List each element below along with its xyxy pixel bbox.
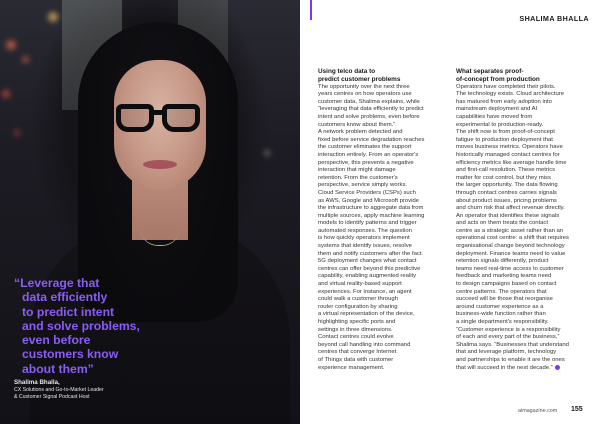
body-line: capability, enabling augmented reality <box>318 273 417 280</box>
body-line: could walk a customer through <box>318 296 398 303</box>
glasses-right-lens <box>162 104 200 132</box>
body-line: beyond call handling into command <box>318 341 411 348</box>
body-line: experience management. <box>318 364 385 371</box>
body-line: historically managed contact centres for <box>456 151 560 158</box>
body-line: to design campaigns based on contact <box>456 281 557 288</box>
glasses-left-lens <box>116 104 154 132</box>
body-line: retention. From the customer's <box>318 174 398 181</box>
body-line: moves business metrics. Operators have <box>456 144 563 151</box>
body-line: succeed will be those that reorganise <box>456 296 553 303</box>
body-line: and virtual reality-based support <box>318 281 402 288</box>
body-line: of each and every part of the business,” <box>456 334 560 341</box>
page-number: 155 <box>571 406 583 413</box>
pull-quote <box>14 276 204 376</box>
heading-line: predict customer problems <box>318 75 401 83</box>
bokeh-light <box>2 90 10 98</box>
body-line: around customer experience as a <box>456 303 544 310</box>
body-line: interaction entirely. From an operator's <box>318 151 419 158</box>
quote-line: and solve problems, <box>22 318 140 333</box>
body-line: The opportunity over the next three <box>318 83 410 90</box>
body-line: and acts on them treats the contact <box>456 220 549 227</box>
bokeh-light <box>48 12 58 22</box>
body-line: highlighting specific ports and <box>318 319 396 325</box>
body-line: of Things data with customer <box>318 356 394 363</box>
quote-line: “Leverage that <box>14 276 100 290</box>
body-line: perspective, service simply works. <box>318 182 408 189</box>
body-line: the infrastructure to aggregate data from <box>318 205 424 212</box>
body-line: capabilities have moved from <box>456 113 533 120</box>
body-line: and partnerships to enable it are the ones <box>456 356 565 363</box>
glasses-bridge <box>152 110 164 115</box>
section-heading <box>456 68 586 84</box>
body-line: customer data, Shalima explains, while <box>318 98 420 105</box>
column-body <box>456 84 586 373</box>
body-line: multiple sources, apply machine learning <box>318 212 425 219</box>
body-line: models to identify patterns and trigger <box>318 220 417 227</box>
attribution-role: CX Solutions and Go-to-Market Leader <box>14 387 104 393</box>
body-line: Cloud Service Providers (CSPs) such <box>318 189 416 196</box>
quote-line: even before <box>22 333 91 348</box>
quote-line: data efficiently <box>22 290 108 305</box>
lips <box>143 160 177 169</box>
body-line: through contact centres carries signals <box>456 189 557 196</box>
body-line: “Customer experience is a responsibility <box>456 326 561 333</box>
quote-line: to predict intent <box>22 304 115 319</box>
quote-line: about them” <box>22 361 94 376</box>
body-line: perspective, this prevents a negative <box>318 159 414 166</box>
body-line: centres that converge Internet <box>318 349 397 356</box>
body-line: automated responses. The question <box>318 227 412 234</box>
end-of-article-icon <box>555 365 560 370</box>
body-line: interaction that might damage <box>318 167 396 174</box>
heading-line: of-concept from production <box>456 75 540 83</box>
body-line: is how quickly operators implement <box>318 235 410 242</box>
body-line: fatigue to production deployment that <box>456 136 553 143</box>
body-line: has matured from early adoption into <box>456 98 552 105</box>
body-line: systems that identify issues, resolve <box>318 243 412 250</box>
body-line: customers know about them.” <box>318 121 396 128</box>
section-heading <box>318 68 448 84</box>
running-head: SHALIMA BHALLA <box>519 14 589 23</box>
attribution-role: & Customer Signal Podcast Host <box>14 394 90 400</box>
body-line: efficiency metrics like average handle time <box>456 159 567 166</box>
body-line: centre as a strategic asset rather than an <box>456 227 564 234</box>
article-column-1 <box>318 68 448 372</box>
body-line: organisational change beyond technology <box>456 243 565 250</box>
body-line: The shift now is from proof-of-concept <box>456 129 555 136</box>
body-line: them and notify customers after the fact. <box>318 250 424 257</box>
body-line: business-wide function rather than <box>456 311 546 318</box>
body-line: router configuration by sharing <box>318 303 398 310</box>
body-line: about product issues, pricing problems <box>456 197 557 204</box>
bokeh-light <box>6 40 16 50</box>
body-line: and first-call resolution. These metrics <box>456 167 556 174</box>
body-line: the customer eliminates the support <box>318 144 412 151</box>
body-line: A network problem detected and <box>318 129 403 136</box>
heading-line: What separates proof- <box>456 68 524 75</box>
body-line: Contact centres could evolve <box>318 334 394 341</box>
body-line: a single department's responsibility. <box>456 319 549 325</box>
bokeh-light <box>22 56 29 63</box>
body-line: mainstream deployment and AI <box>456 106 538 113</box>
body-line: operational cost centre: a shift that requires <box>456 235 569 242</box>
body-line: An operator that identifies these signals <box>456 212 560 219</box>
quote-attribution <box>14 379 214 401</box>
body-line: feedback and marketing teams need <box>456 273 552 280</box>
body-line: that and leverage platform, technology <box>456 349 557 356</box>
bokeh-light <box>14 130 20 136</box>
body-line: Shalima says. “Businesses that understand <box>456 341 569 348</box>
body-line: the larger opportunity. The data flowing <box>456 182 558 189</box>
body-line: centre patterns. The operators that <box>456 288 547 295</box>
body-line: deployment. Finance teams need to value <box>456 250 566 257</box>
body-line: a virtual representation of the device, <box>318 311 415 318</box>
body-line: The technology exists. Cloud architecture <box>456 91 565 98</box>
body-line: years centres on how operators use <box>318 91 412 98</box>
body-line: centres can offer beyond this predictive <box>318 265 421 272</box>
body-line: intent and solve problems, even before <box>318 113 420 120</box>
quote-line: customers know <box>22 347 119 362</box>
body-line: that will succeed in the next decade.” <box>456 365 586 373</box>
body-line: matter for cost control, but they miss <box>456 174 551 181</box>
body-line: “leveraging that data efficiently to predict <box>318 106 424 113</box>
body-line: teams need real-time access to customer <box>456 265 564 272</box>
bokeh-light <box>264 150 270 156</box>
body-line: retention signals differently, product <box>456 258 549 265</box>
body-line: as AWS, Google and Microsoft provide <box>318 197 419 204</box>
column-body <box>318 84 448 373</box>
body-line: 5G deployment changes what contact <box>318 258 417 265</box>
body-line: Operators have completed their pilots. <box>456 83 556 90</box>
body-line: experimental to production-ready. <box>456 121 544 128</box>
accent-rule <box>310 0 312 20</box>
footer-url: aimagazine.com <box>518 408 558 414</box>
body-line: fixed before service degradation reaches <box>318 136 425 143</box>
body-line: settings in three dimensions. <box>318 326 393 333</box>
attribution-name: Shalima Bhalla, <box>14 379 60 386</box>
body-line: and churn risk that affect revenue directly. <box>456 205 565 212</box>
body-line: experiences. For instance, an agent <box>318 288 412 295</box>
heading-line: Using telco data to <box>318 68 376 75</box>
article-column-2 <box>456 68 586 372</box>
